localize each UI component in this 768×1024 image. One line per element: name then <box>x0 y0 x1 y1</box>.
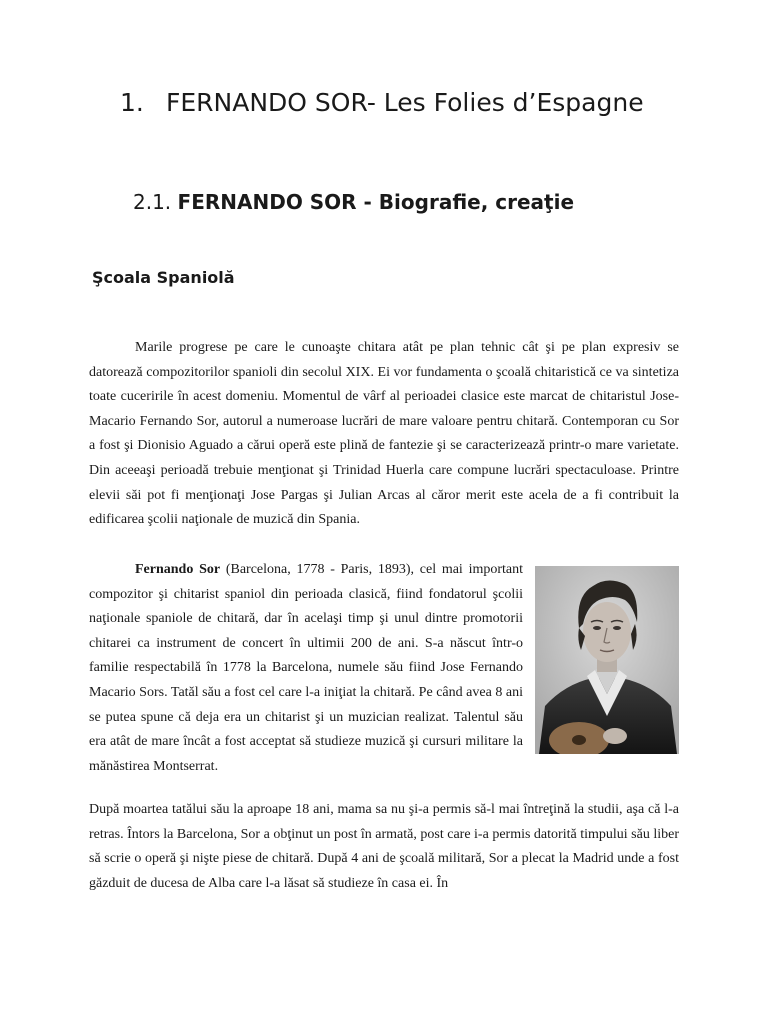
heading-1-title: FERNANDO SOR- Les Folies d’Espagne <box>166 88 644 117</box>
heading-1-number: 1. <box>120 88 144 117</box>
portrait-image <box>535 566 679 754</box>
paragraph-biography-text: (Barcelona, 1778 - Paris, 1893), cel mai important compozitor şi chitarist spaniol din perioada clasică, fiind fondatorul şcolii naţionale spaniole de chitară, dar în acelaşi timp şi unul dintre promotorii chitarei ca instrument de concert în ultimii 200 de ani. S-a născut într-o familie respectabilă în 1778 la Barcelona, numele său fiind Jose Fernando Macario Sors. Tatăl său a fost cel care l-a iniţiat la chitară. Pe când avea 8 ani se putea spune că deja era un chitarist şi un muzician realizat. Talentul său era atât de mare încât a fost acceptat să studieze muzică şi cursuri militare la mănăstirea Montserrat. <box>89 562 524 774</box>
paragraph-biography <box>89 558 679 779</box>
heading-1 <box>120 88 644 117</box>
paragraph-continuation: După moartea tatălui său la aproape 18 ani, mama sa nu şi-a permis să-l mai întreţină la studii, aşa că l-a retras. Întors la Barcelona, Sor a obţinut un post în armată, post care i-a permis datorită timpului său liber să scrie o operă şi nişte piese de chitară. După 4 ani de şcoală militară, Sor a plecat la Madrid unde a fost găzduit de ducesa de Alba care l-a lăsat să studieze în casa ei. În <box>89 802 679 891</box>
heading-2 <box>133 190 574 214</box>
heading-3: Şcoala Spaniolă <box>92 268 235 287</box>
heading-2-number: 2.1. <box>133 190 172 214</box>
paragraph-intro: Marile progrese pe care le cunoaşte chitara atât pe plan tehnic cât şi pe plan expresiv se datorează compozitorilor spanioli din secolul XIX. Ei vor fundamenta o şcoală chitaristică ce va sintetiza toate cuceririle în acest domeniu. Momentul de vârf al perioadei clasice este marcat de chitaristul Jose-Macario Fernando Sor, autorul a numeroase lucrări de mare valoare pentru chitară. Contemporan cu Sor a fost şi Dionisio Aguado a cărui operă este plină de fantezie şi se caracterizează printr-o mare varietate. Din aceeaşi perioadă trebuie menţionat şi Trinidad Huerla care compune lucrări spectaculoase. Printre elevii săi pot fi menţionaţi Jose Pargas şi Julian Arcas al căror merit este acela de a fi contribuit la edificarea şcolii naţionale de muzică din Spania. <box>89 340 679 528</box>
heading-2-title: FERNANDO SOR - Biografie, creaţie <box>177 190 575 214</box>
bold-name: Fernando Sor <box>135 562 221 577</box>
